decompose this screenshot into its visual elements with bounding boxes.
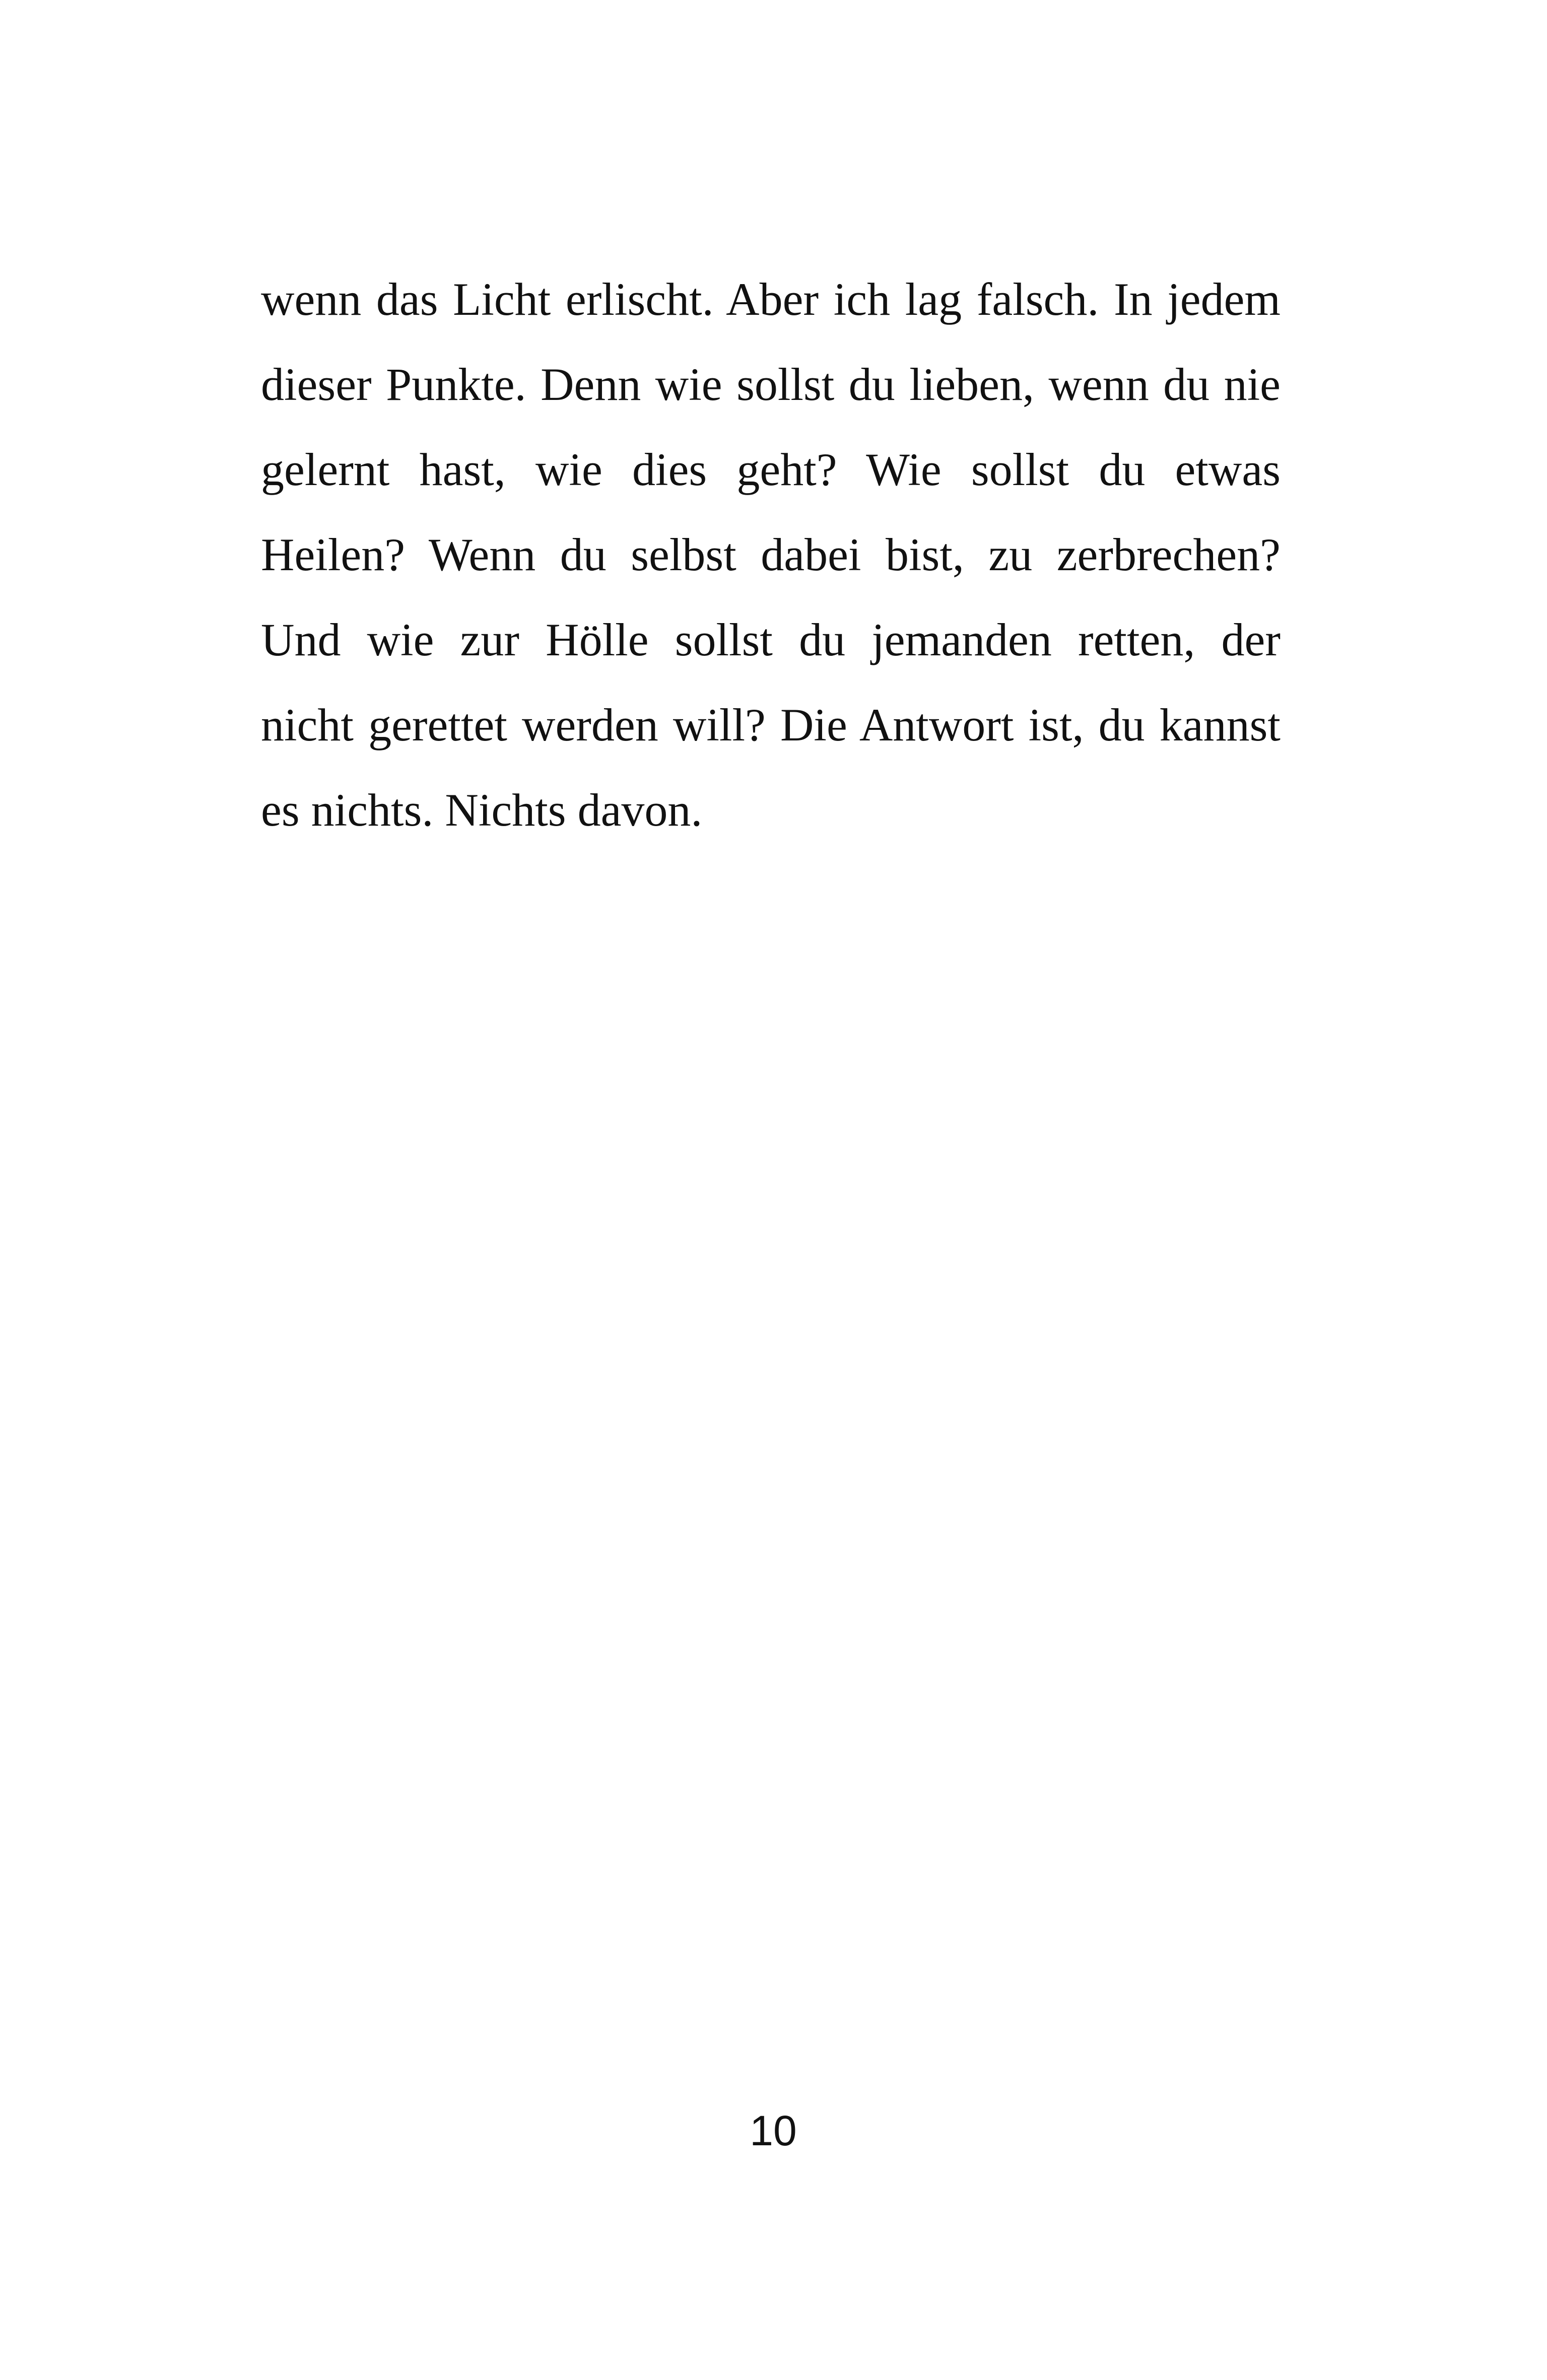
text-line: gelernt hast, wie dies geht? Wie sollst du etwas: [261, 444, 1281, 495]
text-line: dieser Punkte. Denn wie sollst du lieben, wenn du nie: [261, 359, 1281, 410]
text-line: wenn das Licht erlischt. Aber ich lag falsch. In jedem: [261, 274, 1281, 325]
text-line: Und wie zur Hölle sollst du jemanden retten, der: [261, 614, 1281, 665]
page-number: 10: [750, 2107, 797, 2154]
text-line: Heilen? Wenn du selbst dabei bist, zu zerbrechen?: [261, 529, 1281, 580]
text-line: es nichts. Nichts davon.: [261, 784, 703, 836]
body-paragraph: [261, 257, 1281, 853]
text-line: nicht gerettet werden will? Die Antwort ist, du kannst: [261, 699, 1281, 751]
